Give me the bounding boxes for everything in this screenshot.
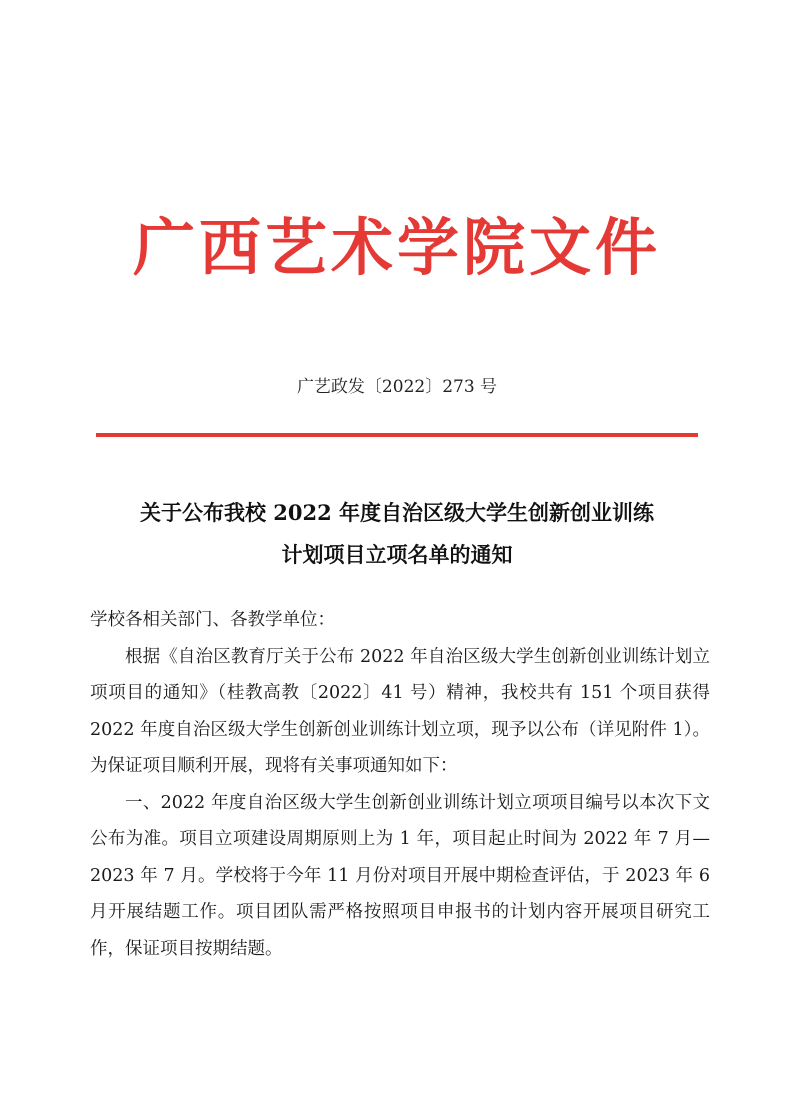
red-divider-line — [96, 433, 698, 437]
document-header-title: 广西艺术学院文件 — [132, 211, 661, 284]
body-paragraph-2: 一、2022 年度自治区级大学生创新创业训练计划立项项目编号以本次下文公布为准。项目立项建设周期原则上为 1 年，项目起止时间为 2022 年 7 月—2023 年 7 月。学校将于今年 11 月份对项目开展中期检查评估，于 2023 年 6 月开展结题工作。项目团队需严格按照项目申报书的计划内容开展项目研究工作，保证项目按期结题。 — [90, 792, 710, 959]
body-paragraph-1: 根据《自治区教育厅关于公布 2022 年自治区级大学生创新创业训练计划立项项目的通知》（桂教高教〔2022〕41 号）精神，我校共有 151 个项目获得 2022 年度自治区级大学生创新创业训练计划立项，现予以公布（详见附件 1）。为保证项目顺利开展，现将有关事项通知如下： — [90, 646, 710, 776]
notice-body — [90, 602, 710, 967]
document-number: 广艺政发〔2022〕273 号 — [296, 377, 498, 397]
salutation: 学校各相关部门、各教学单位： — [90, 610, 335, 630]
notice-title-line-2: 计划项目立项名单的通知 — [281, 542, 513, 567]
notice-title-line-1: 关于公布我校 2022 年度自治区级大学生创新创业训练 — [139, 500, 655, 525]
notice-title — [80, 492, 714, 576]
